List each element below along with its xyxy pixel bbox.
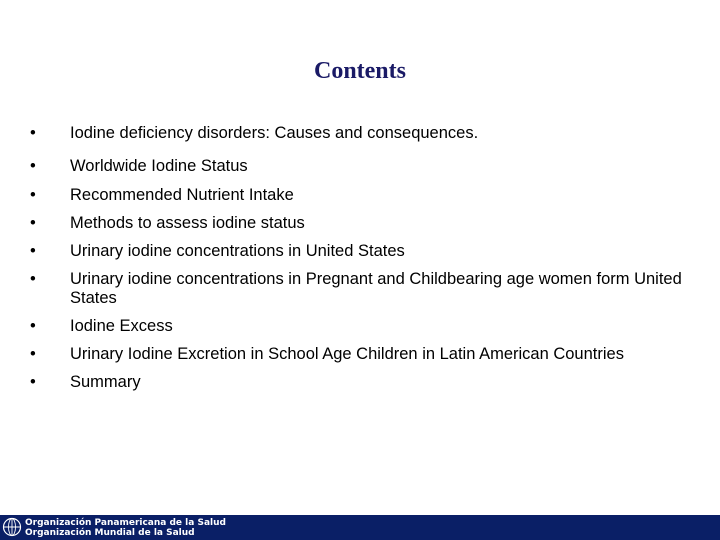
bullet-icon: • — [30, 270, 36, 288]
bullet-icon: • — [30, 124, 36, 142]
slide-title-text: Contents — [313, 58, 406, 84]
bullet-icon: • — [30, 345, 36, 363]
bullet-icon: • — [30, 317, 36, 335]
list-item-text: Urinary Iodine Excretion in School Age Children in Latin American Countries — [70, 345, 624, 363]
bullet-icon: • — [30, 214, 36, 232]
bullet-icon: • — [30, 373, 36, 391]
bullet-icon: • — [30, 157, 36, 175]
footer-bar — [0, 515, 720, 540]
globe-logo-icon — [2, 517, 22, 537]
list-item-text: Worldwide Iodine Status — [70, 157, 248, 175]
footer-org-line2: Organización Mundial de la Salud — [25, 528, 195, 538]
list-item-text: Iodine Excess — [70, 317, 173, 335]
bullet-icon: • — [30, 242, 36, 260]
list-item-text: Iodine deficiency disorders: Causes and consequences. — [70, 124, 479, 142]
list-item-text: Urinary iodine concentrations in Pregnant and Childbearing age women form United States — [70, 270, 682, 307]
list-item-text: Urinary iodine concentrations in United States — [70, 242, 405, 260]
footer-org-line1: Organización Panamericana de la Salud — [25, 518, 226, 528]
list-item-text: Summary — [70, 373, 141, 391]
list-item-text: Recommended Nutrient Intake — [70, 186, 294, 204]
bullet-icon: • — [30, 186, 36, 204]
list-item-text: Methods to assess iodine status — [70, 214, 305, 232]
